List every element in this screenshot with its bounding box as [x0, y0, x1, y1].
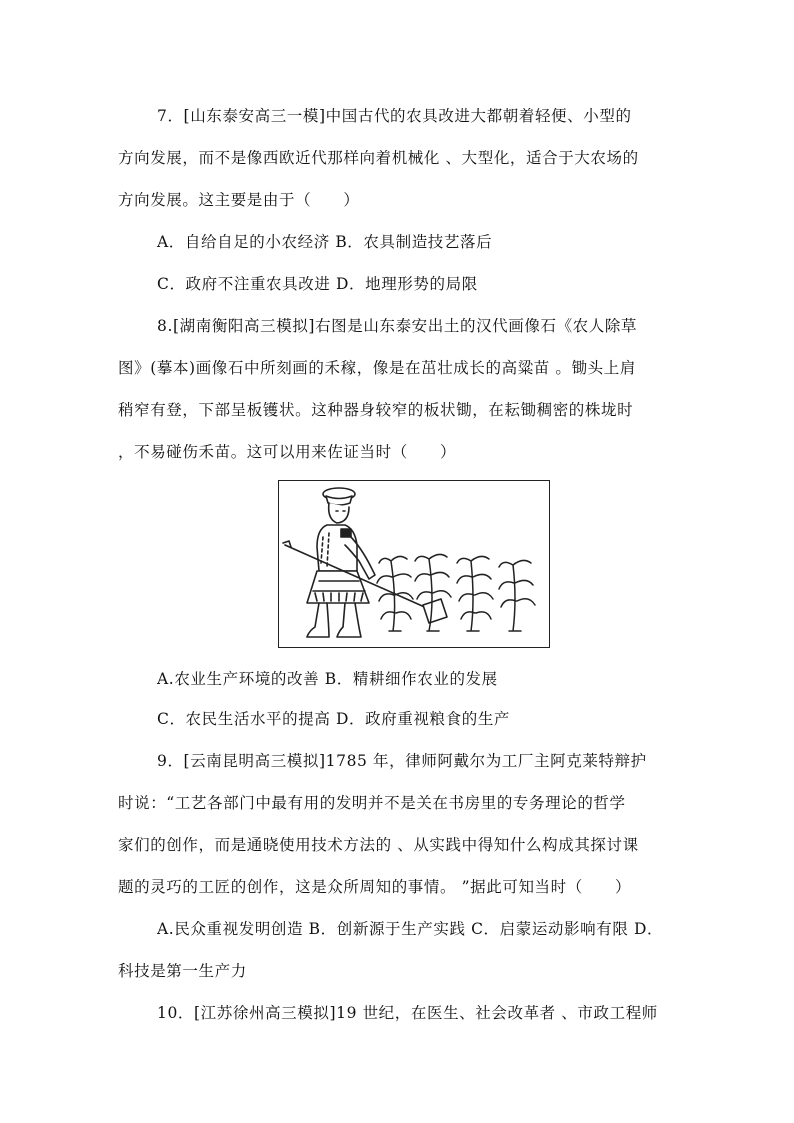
q8-stem-line-3: 稍窄有登，下部呈板镬状。这种器身较窄的板状锄，在耘锄稠密的株垅时 [118, 401, 634, 419]
q8-options-line-2: C．农民生活水平的提高 D．政府重视粮食的生产 [157, 710, 511, 728]
q7-stem-line-3: 方向发展。这主要是由于（ ） [118, 191, 360, 209]
q8-stem-line-1: 8.[湖南衡阳高三模拟]右图是山东泰安出土的汉代画像石《农人除草 [157, 317, 638, 335]
q9-options-line-1: A.民众重视发明创造 B．创新源于生产实践 C．启蒙运动影响有限 D． [157, 920, 664, 938]
q8-stem-line-2: 图》(摹本)画像石中所刻画的禾稼，像是在茁壮成长的高粱苗 。锄头上肩 [118, 359, 636, 377]
q7-stem-line-1: 7．[山东泰安高三一模]中国古代的农具改进大都朝着轻便、小型的 [157, 107, 632, 125]
q9-stem-line-4: 题的灵巧的工匠的创作，这是众所周知的事情。 ”据此可知当时（ ） [118, 878, 632, 896]
q8-stem-line-4: ，不易碰伤禾苗。这可以用来佐证当时（ ） [118, 443, 457, 461]
q7-stem-line-2: 方向发展，而不是像西欧近代那样向着机械化 、大型化，适合于大农场的 [118, 149, 639, 167]
q9-options-line-2: 科技是第一生产力 [118, 962, 247, 980]
q7-options-line-1: A．自给自足的小农经济 B．农具制造技艺落后 [157, 233, 493, 251]
q8-options-line-1: A.农业生产环境的改善 B．精耕细作农业的发展 [157, 670, 498, 688]
weeding-farmer-illustration [278, 480, 550, 648]
q10-stem-line-1: 10．[江苏徐州高三模拟]19 世纪，在医生、社会改革者 、市政工程师 [157, 1004, 658, 1022]
q9-stem-line-2: 时说：“工艺各部门中最有用的发明并不是关在书房里的专务理论的哲学 [118, 794, 626, 812]
q7-options-line-2: C．政府不注重农具改进 D．地理形势的局限 [157, 275, 478, 293]
q9-stem-line-1: 9．[云南昆明高三模拟]1785 年，律师阿戴尔为工厂主阿克莱特辩护 [157, 752, 647, 770]
q9-stem-line-3: 家们的创作，而是通晓使用技术方法的 、从实践中得知什么构成其探讨课 [118, 836, 639, 854]
